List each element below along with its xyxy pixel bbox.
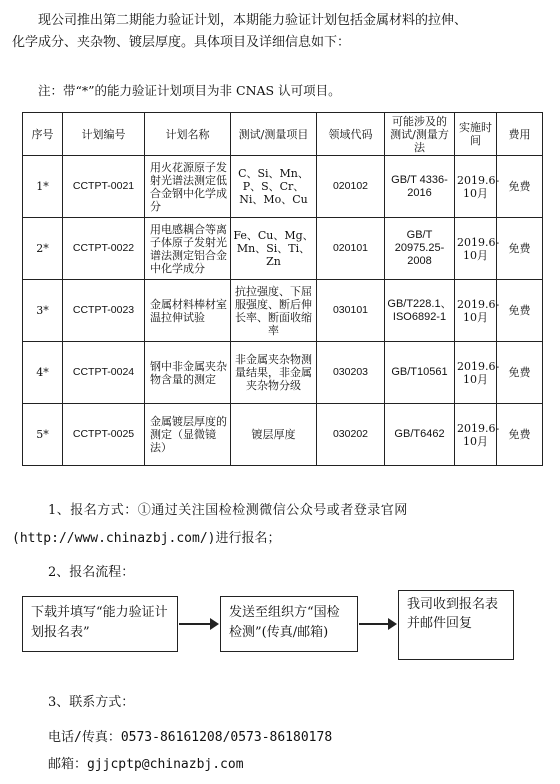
header-code: 计划编号 bbox=[63, 113, 145, 156]
header-field: 领域代码 bbox=[317, 113, 385, 156]
cell-name: 钢中非金属夹杂物含量的测定 bbox=[145, 342, 231, 404]
header-fee: 费用 bbox=[497, 113, 543, 156]
signup-flow-title: 2、报名流程： bbox=[48, 565, 135, 580]
flow-arrow-icon bbox=[179, 618, 219, 630]
cell-code: CCTPT-0021 bbox=[63, 156, 145, 218]
cell-field: 030101 bbox=[317, 280, 385, 342]
cell-time: 2019.6-10月 bbox=[455, 218, 497, 280]
cnas-note: 注：带“*”的能力验证计划项目为非 CNAS 认可项目。 bbox=[38, 83, 341, 98]
flow-arrow-icon bbox=[359, 618, 397, 630]
cell-code: CCTPT-0022 bbox=[63, 218, 145, 280]
cell-no: 3* bbox=[23, 280, 63, 342]
contact-phone: 电话/传真：0573-86161208/0573-86180178 bbox=[48, 730, 333, 745]
flow-step-download: 下载并填写“能力验证计划报名表” bbox=[22, 596, 178, 652]
contact-email: 邮箱：gjjcptp@chinazbj.com bbox=[48, 757, 244, 772]
cell-field: 030203 bbox=[317, 342, 385, 404]
intro-line-1: 现公司推出第二期能力验证计划，本期能力验证计划包括金属材料的拉伸、 bbox=[38, 13, 468, 28]
cell-time: 2019.6-10月 bbox=[455, 404, 497, 466]
cell-item: 非金属夹杂物测量结果，非金属夹杂物分级 bbox=[231, 342, 317, 404]
cell-item: C、Si、Mn、P、S、Cr、Ni、Mo、Cu bbox=[231, 156, 317, 218]
cell-field: 020102 bbox=[317, 156, 385, 218]
cell-no: 1* bbox=[23, 156, 63, 218]
cell-code: CCTPT-0024 bbox=[63, 342, 145, 404]
table-row bbox=[23, 156, 543, 218]
cell-no: 4* bbox=[23, 342, 63, 404]
cell-method: GB/T228.1、ISO6892-1 bbox=[385, 280, 455, 342]
cell-name: 金属材料棒材室温拉伸试验 bbox=[145, 280, 231, 342]
cell-fee: 免费 bbox=[497, 342, 543, 404]
flow-step-send: 发送至组织方“国检检测”(传真/邮箱) bbox=[220, 596, 358, 652]
intro-line-2: 化学成分、夹杂物、镀层厚度。具体项目及详细信息如下： bbox=[12, 35, 351, 50]
intro-paragraph bbox=[12, 10, 552, 54]
cell-name: 金属镀层厚度的测定（显微镜法） bbox=[145, 404, 231, 466]
header-name: 计划名称 bbox=[145, 113, 231, 156]
cell-fee: 免费 bbox=[497, 218, 543, 280]
header-method: 可能涉及的测试/测量方法 bbox=[385, 113, 455, 156]
header-item: 测试/测量项目 bbox=[231, 113, 317, 156]
cell-code: CCTPT-0025 bbox=[63, 404, 145, 466]
table-header-row bbox=[23, 113, 543, 156]
cell-fee: 免费 bbox=[497, 156, 543, 218]
proficiency-plan-table bbox=[22, 112, 543, 466]
cell-item: 抗拉强度、下屈服强度、断后伸长率、断面收缩率 bbox=[231, 280, 317, 342]
cell-method: GB/T10561 bbox=[385, 342, 455, 404]
signup-method-line-2: (http://www.chinazbj.com/)进行报名； bbox=[12, 531, 281, 546]
header-no: 序号 bbox=[23, 113, 63, 156]
cell-fee: 免费 bbox=[497, 404, 543, 466]
cell-fee: 免费 bbox=[497, 280, 543, 342]
cell-method: GB/T 20975.25-2008 bbox=[385, 218, 455, 280]
cell-item: Fe、Cu、Mg、Mn、Si、Ti、Zn bbox=[231, 218, 317, 280]
cell-name: 用电感耦合等离子体原子发射光谱法测定铝合金中化学成分 bbox=[145, 218, 231, 280]
cell-method: GB/T 4336-2016 bbox=[385, 156, 455, 218]
table-row bbox=[23, 342, 543, 404]
cell-no: 5* bbox=[23, 404, 63, 466]
cell-field: 020101 bbox=[317, 218, 385, 280]
cell-method: GB/T6462 bbox=[385, 404, 455, 466]
signup-method-line-1: 1、报名方式：①通过关注国检检测微信公众号或者登录官网 bbox=[48, 503, 408, 518]
table-row bbox=[23, 218, 543, 280]
cell-time: 2019.6-10月 bbox=[455, 280, 497, 342]
cell-no: 2* bbox=[23, 218, 63, 280]
table-row bbox=[23, 404, 543, 466]
cell-field: 030202 bbox=[317, 404, 385, 466]
cell-name: 用火花源原子发射光谱法测定低合金钢中化学成分 bbox=[145, 156, 231, 218]
table-row bbox=[23, 280, 543, 342]
flow-step-reply: 我司收到报名表并邮件回复 bbox=[398, 590, 514, 660]
header-time: 实施时间 bbox=[455, 113, 497, 156]
cell-code: CCTPT-0023 bbox=[63, 280, 145, 342]
cell-item: 镀层厚度 bbox=[231, 404, 317, 466]
cell-time: 2019.6-10月 bbox=[455, 342, 497, 404]
cell-time: 2019.6-10月 bbox=[455, 156, 497, 218]
contact-title: 3、联系方式： bbox=[48, 695, 135, 710]
